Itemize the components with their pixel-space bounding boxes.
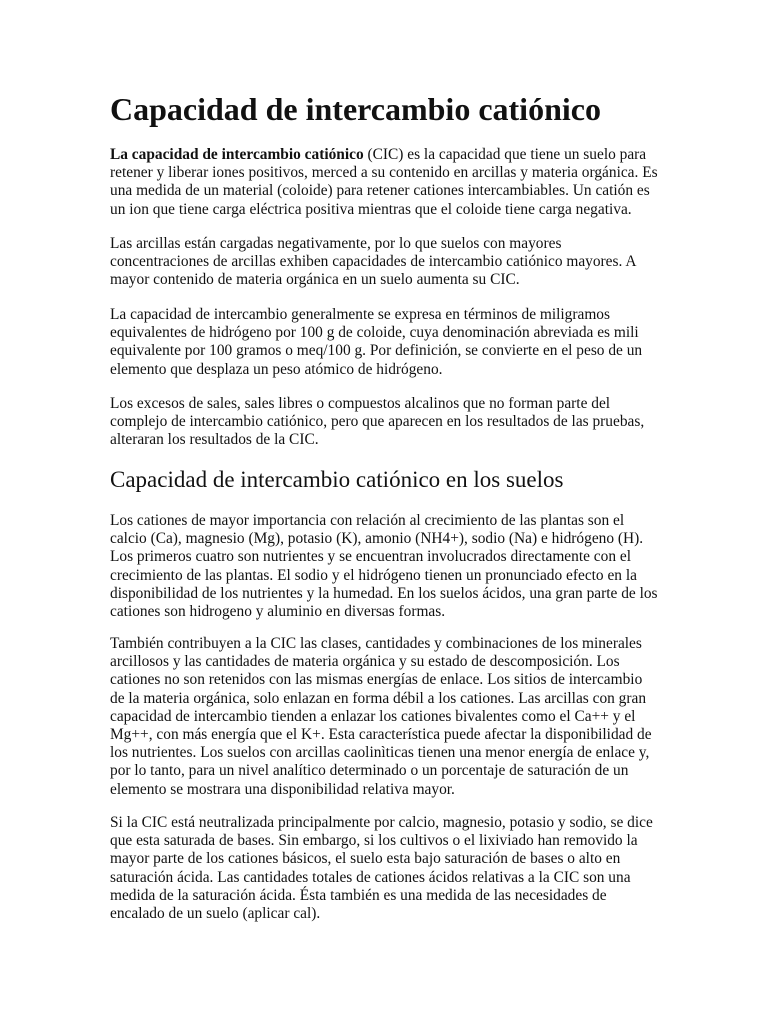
section-heading: Capacidad de intercambio catiónico en los suelos [110, 467, 564, 492]
paragraph-base-saturation: Si la CIC está neutralizada principalmente por calcio, magnesio, potasio y sodio, se dice que esta saturada de bases. Sin embargo, si los cultivos o el lixiviado han removido la mayor parte de los cationes básicos, el suelo esta bajo saturación de bases o alto en saturación ácida. Las cantidades totales de cationes ácidos relativas a la CIC son una medida de la saturación ácida. Ésta también es una medida de las necesidades de encalado de un suelo (aplicar cal). [110, 814, 653, 923]
paragraph-cations: Los cationes de mayor importancia con relación al crecimiento de las plantas son el calcio (Ca), magnesio (Mg), potasio (K), amonio (NH4+), sodio (Na) e hidrógeno (H). Los primeros cuatro son nutrientes y se encuentran involucrados directamente con el crecimiento de las plantas. El sodio y el hidrógeno tienen un pronunciado efecto en la disponibilidad de los nutrientes y la humedad. En los suelos ácidos, una gran parte de los cationes son hidrogeno y aluminio en diversas formas. [110, 512, 658, 621]
intro-term: La capacidad de intercambio catiónico [110, 146, 364, 163]
paragraph-salts: Los excesos de sales, sales libres o compuestos alcalinos que no forman parte del complejo de intercambio catiónico, pero que aparecen en los resultados de las pruebas, alteraran los resultados de la CIC. [110, 395, 645, 449]
paragraph-units: La capacidad de intercambio generalmente se expresa en términos de miligramos equivalentes de hidrógeno por 100 g de coloide, cuya denominación abreviada es mili equivalente por 100 gramos o meq/100 g. Por definición, se convierte en el peso de un elemento que desplaza un peso atómico de hidrógeno. [110, 306, 643, 378]
paragraph-clays: Las arcillas están cargadas negativamente, por lo que suelos con mayores concentraciones de arcillas exhiben capacidades de intercambio catiónico mayores. A mayor contenido de materia orgánica en un suelo aumenta su CIC. [110, 235, 636, 289]
page-title: Capacidad de intercambio catiónico [110, 91, 601, 127]
intro-text: (CIC) es la capacidad que tiene un suelo para retener y liberar iones positivos, merced a su contenido en arcillas y materia orgánica. Es una medida de un material (coloide) para retener cationes intercambiables. Un catión es un ion que tiene carga eléctrica positiva mientras que el coloide tiene carga negativa. [110, 146, 658, 218]
paragraph-clay-minerals: También contribuyen a la CIC las clases, cantidades y combinaciones de los minerales arcillosos y las cantidades de materia orgánica y su estado de descomposición. Los cationes no son retenidos con las mismas energías de enlace. Los sitios de intercambio de la materia orgánica, solo enlazan en forma débil a los cationes. Las arcillas con gran capacidad de intercambio tienden a enlazar los cationes bivalentes como el Ca++ y el Mg++, con más energía que el K+. Esta característica puede afectar la disponibilidad de los nutrientes. Los suelos con arcillas caolinìticas tienen una menor energía de enlace y, por lo tanto, para un nivel analítico determinado o un porcentaje de saturación de un elemento se mostrara una disponibilidad relativa mayor. [110, 635, 652, 798]
intro-paragraph [110, 146, 658, 219]
